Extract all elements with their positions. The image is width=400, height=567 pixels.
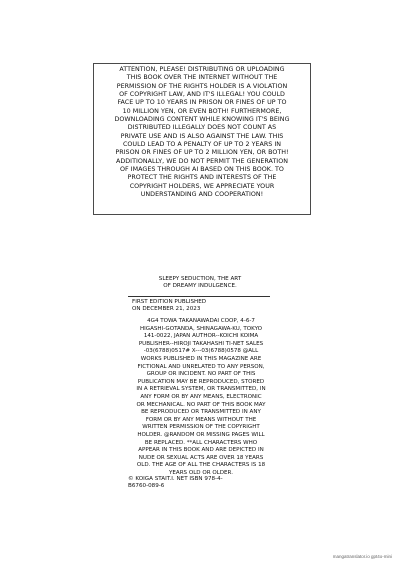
publisher-legal-notice: 4G4 TOWA TAKANAWADAI COOP, 4-6-7 HIGASHI-GOTANDA, SHINAGAWA-KU, TOKYO 141-0022, JAPAN AUTHOR--KOICHI KOIMA PUBLISHER--HIROJI TAKAHASHI TI-NET SALES -03(6788)0517# X---03(6788)0578 @ALL WORKS PUBLISHED IN THIS MAGAZINE ARE FICTIONAL AND UNRELATED TO ANY PERSON, GROUP OR INCIDENT. NO PART OF THIS PUBLICATION MAY BE REPRODUCED, STORED IN A RETRIEVAL SYSTEM, OR TRANSMITTED, IN ANY FORM OR BY ANY MEANS, ELECTRONIC OR MECHANICAL. NO PART OF THIS BOOK MAY BE REPRODUCED OR TRANSMITTED IN ANY FORM OR BY ANY MEANS WITHOUT THE WRITTEN PERMISSION OF THE COPYRIGHT HOLDER. @RANDOM OR MISSING PAGES WILL BE REPLACED. **ALL CHARACTERS WHO APPEAR IN THIS BOOK AND ARE DEPICTED IN NUDE OR SEXUAL ACTS ARE OVER 18 YEARS OLD. THE AGE OF ALL THE CHARACTERS IS 18 YEARS OLD OR OLDER.: [136, 318, 266, 476]
copyright-warning-box: [93, 63, 311, 215]
copyright-isbn: © KOIGA STAIT.I. NET ISBN 978-4- B6760-089-6: [128, 476, 223, 490]
copyright-warning-text: ATTENTION, PLEASE! DISTRIBUTING OR UPLOADING THIS BOOK OVER THE INTERNET WITHOUT THE PERMISSION OF THE RIGHTS HOLDER IS A VIOLATION OF COPYRIGHT LAW, AND IT'S ILLEGAL! YOU COULD FACE UP TO 10 YEARS IN PRISON OR FINES OF UP TO 10 MILLION YEN, OR EVEN BOTH! FURTHERMORE, DOWNLOADING CONTENT WHILE KNOWING IT'S BEING DISTRIBUTED ILLEGALLY DOES NOT COUNT AS PRIVATE USE AND IS ALSO AGAINST THE LAW. THIS COULD LEAD TO A PENALTY OF UP TO 2 YEARS IN PRISON OR FINES OF UP TO 2 MILLION YEN, OR BOTH! ADDITIONALLY, WE DO NOT PERMIT THE GENERATION OF IMAGES THROUGH AI BASED ON THIS BOOK. TO PROTECT THE RIGHTS AND INTERESTS OF THE COPYRIGHT HOLDERS, WE APPRECIATE YOUR UNDERSTANDING AND COOPERATION!: [114, 66, 290, 199]
edition-notice: FIRST EDITION PUBLISHED ON DECEMBER 21, 2023: [132, 299, 207, 313]
book-title: SLEEPY SEDUCTION, THE ART OF DREAMY INDULGENCE.: [158, 276, 242, 290]
translator-watermark: mangatranslator.io gpt4o-mini: [332, 554, 392, 559]
title-divider: [128, 296, 270, 297]
